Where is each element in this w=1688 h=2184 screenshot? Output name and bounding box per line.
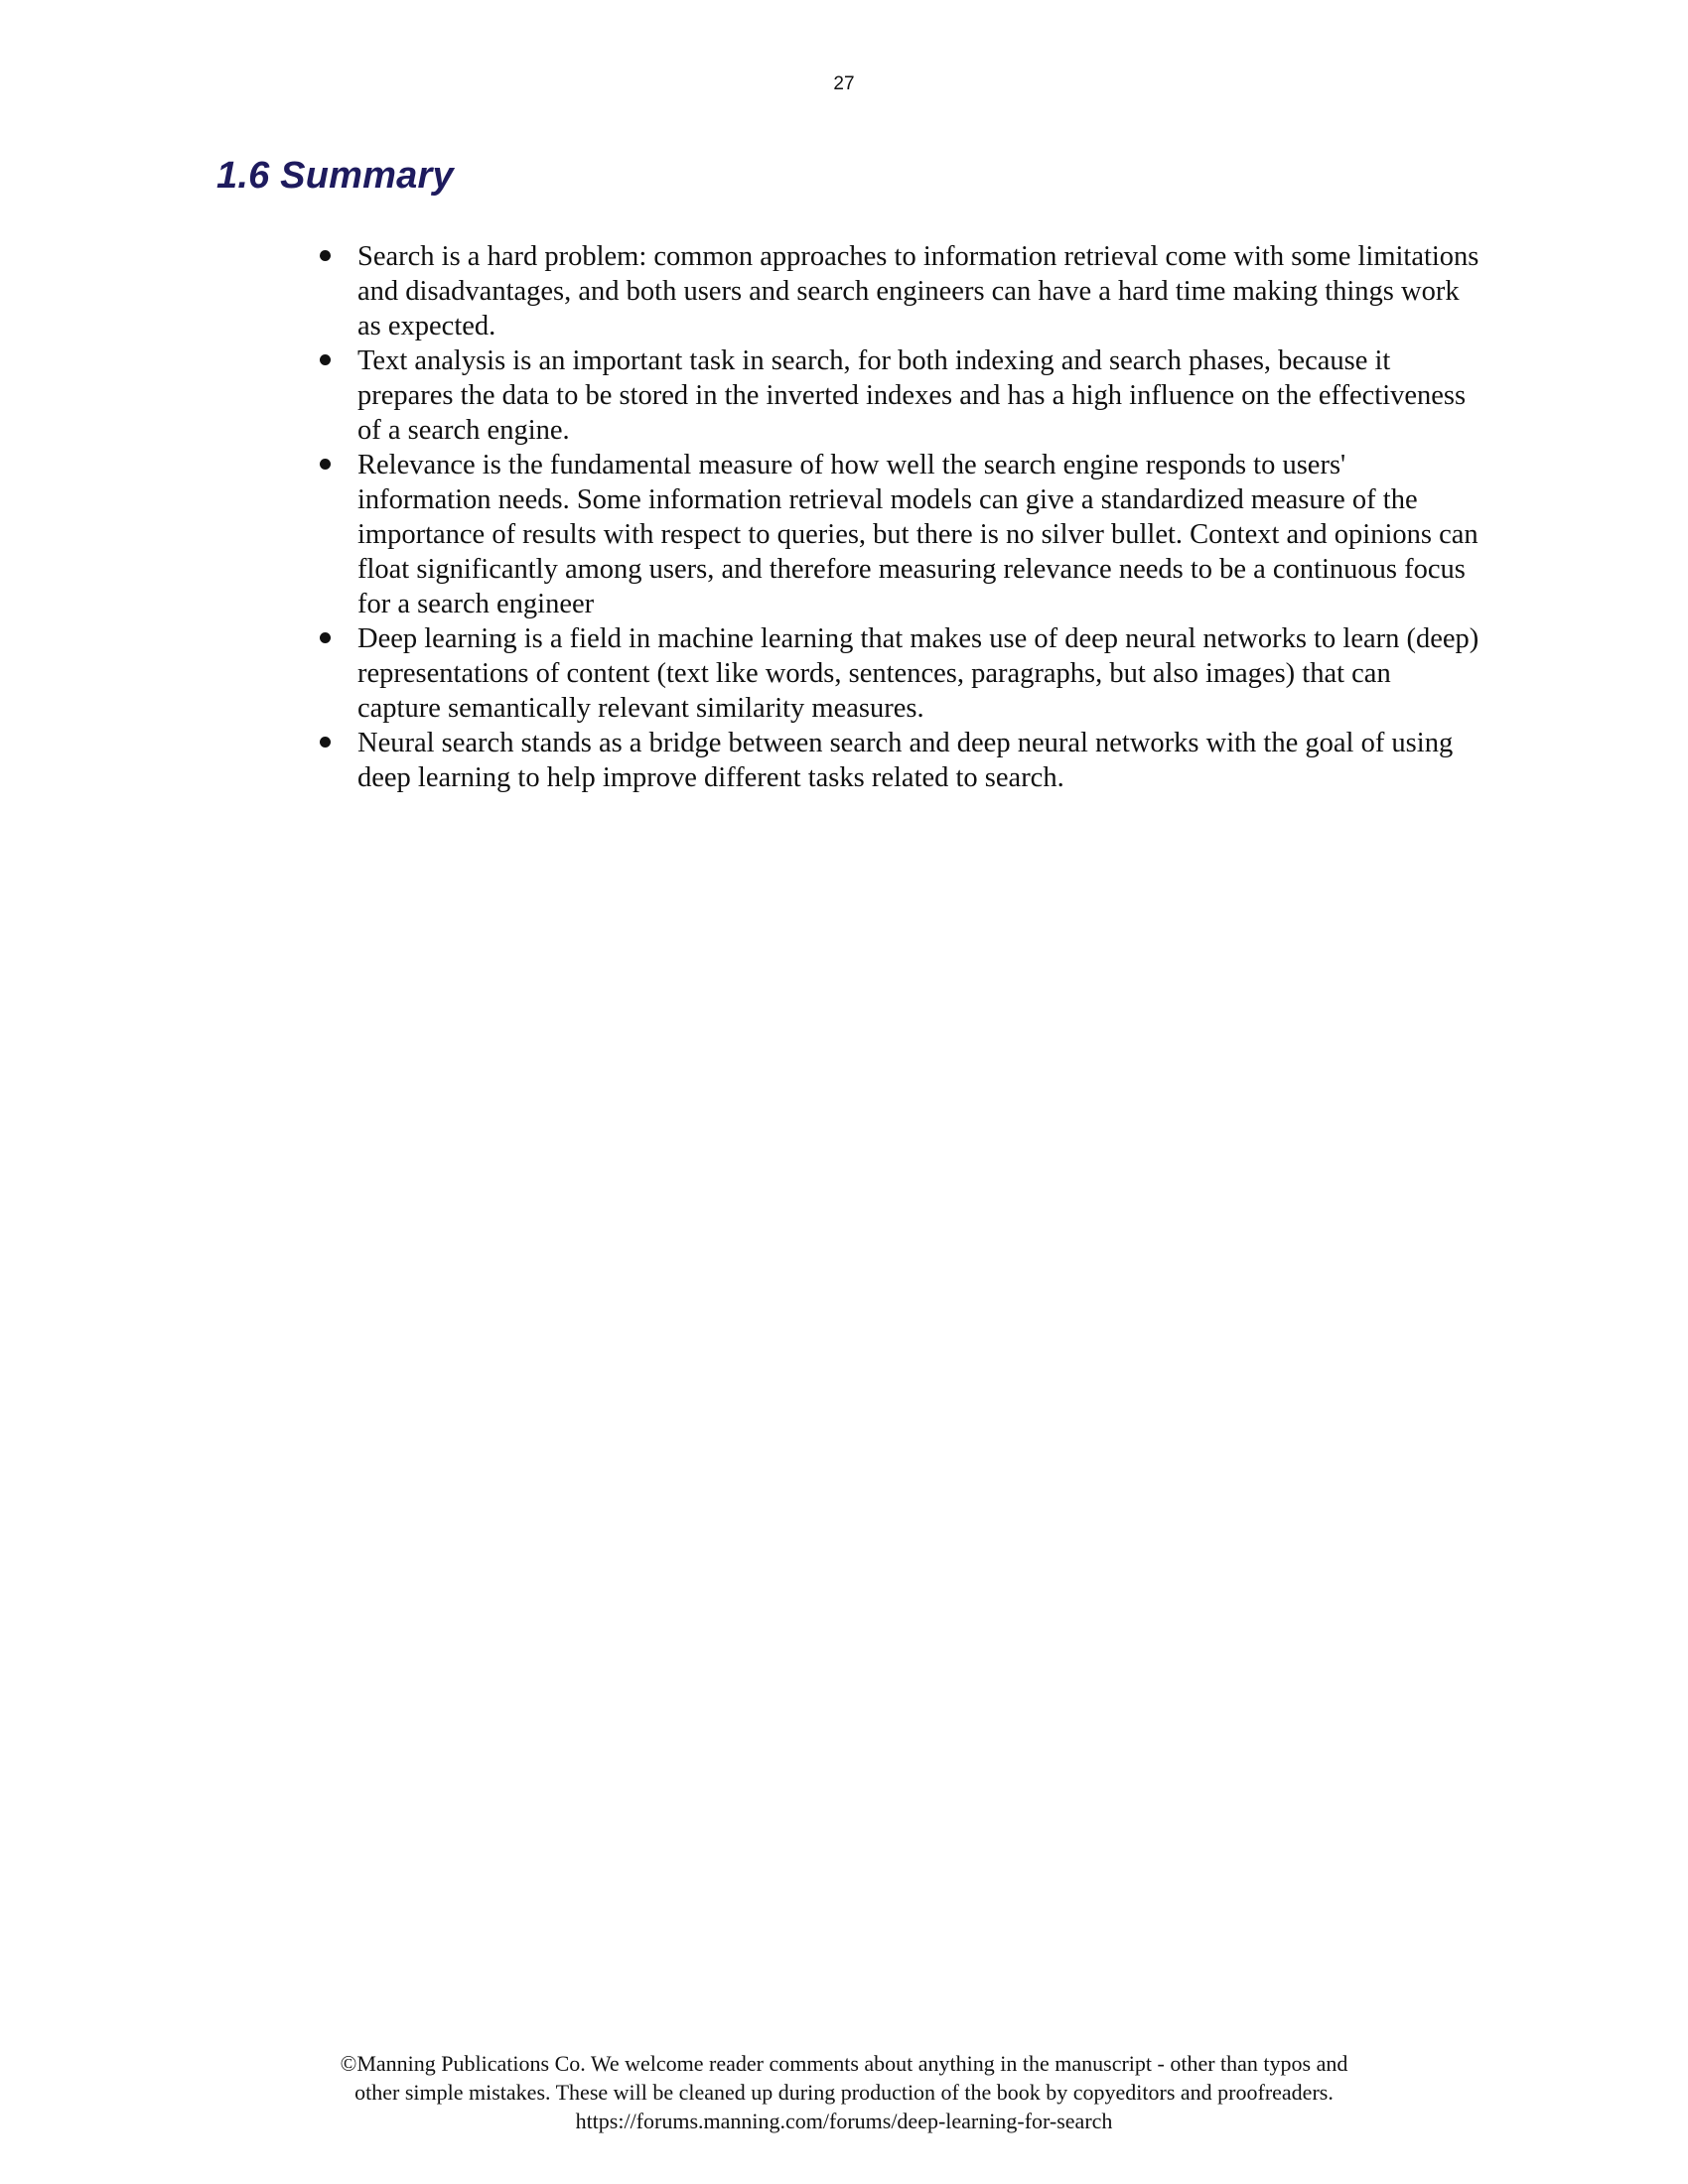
list-item — [357, 621, 1479, 726]
list-item-text: Text analysis is an important task in search, for both indexing and search phases, because it prepares the data to be stored in the inverted indexes and has a high influence on the effectiveness of a search engine. — [357, 345, 1467, 446]
list-item — [357, 448, 1479, 621]
list-item-text: Search is a hard problem: common approaches to information retrieval come with some limitations and disadvantages, and both users and search engineers can have a hard time making things work as expected. — [357, 241, 1479, 341]
bullet-icon — [320, 250, 331, 261]
page-number: 27 — [833, 73, 855, 94]
bullet-icon — [320, 459, 331, 470]
list-item — [357, 726, 1479, 795]
list-item — [357, 239, 1479, 343]
bullet-icon — [320, 632, 331, 643]
list-item — [357, 343, 1479, 448]
footer-line: ©Manning Publications Co. We welcome reader comments about anything in the manuscript - other than typos and — [340, 2051, 1348, 2076]
list-item-text: Relevance is the fundamental measure of how well the search engine responds to users' information needs. Some information retrieval models can give a standardized measure of the importance of results with respect to queries, but there is no silver bullet. Context and opinions can float significantly among users, and therefore measuring relevance needs to be a continuous focus for a search engineer — [357, 450, 1478, 619]
footer-line: other simple mistakes. These will be cleaned up during production of the book by copyeditors and proofreaders. — [354, 2080, 1334, 2105]
list-item-text: Neural search stands as a bridge between search and deep neural networks with the goal of using deep learning to help improve different tasks related to search. — [357, 728, 1454, 793]
bullet-icon — [320, 354, 331, 365]
list-item-text: Deep learning is a field in machine learning that makes use of deep neural networks to learn (deep) representations of content (text like words, sentences, paragraphs, but also images) that can capture semantically relevant similarity measures. — [357, 623, 1479, 724]
summary-list — [357, 239, 1479, 795]
bullet-icon — [320, 737, 331, 748]
footer-link[interactable]: https://forums.manning.com/forums/deep-learning-for-search — [575, 2109, 1113, 2133]
copyright-footer — [0, 2049, 1688, 2135]
section-heading: 1.6 Summary — [216, 155, 454, 197]
